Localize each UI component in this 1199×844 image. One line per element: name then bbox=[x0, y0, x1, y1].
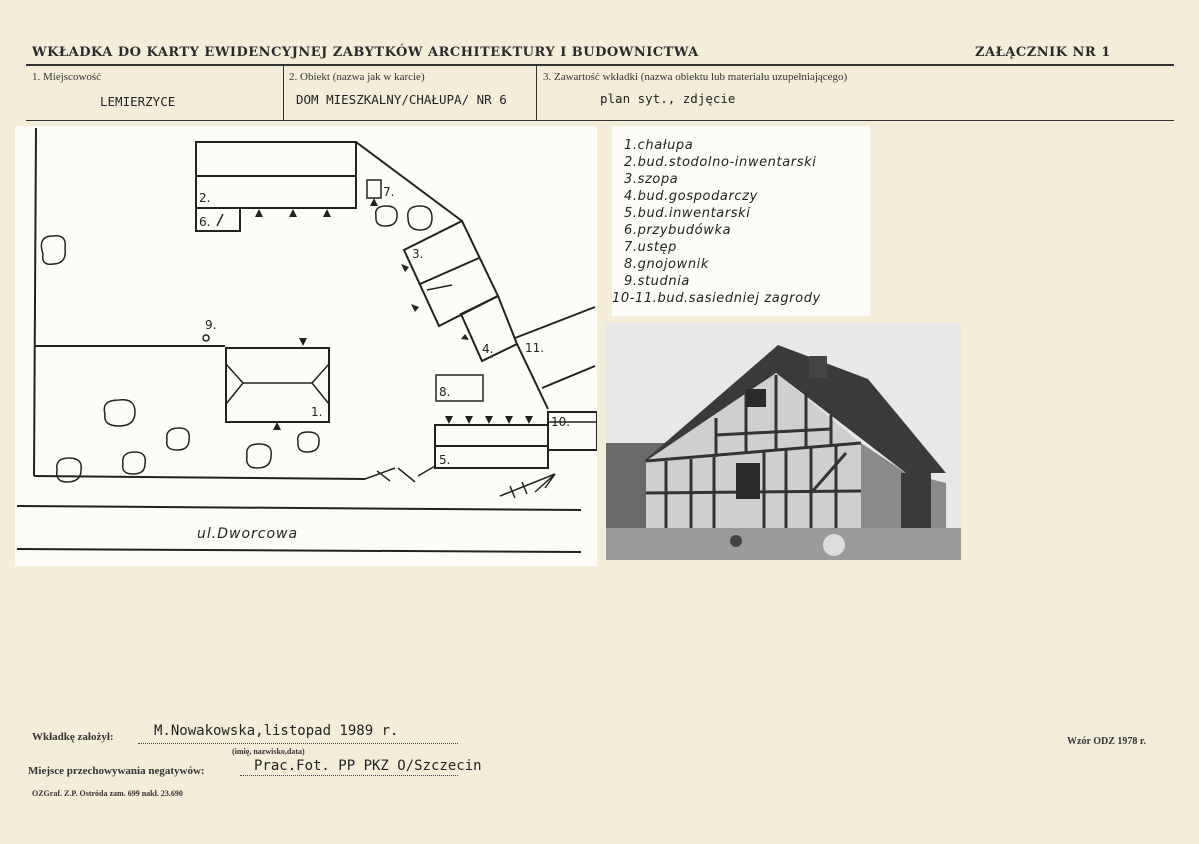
storage-line bbox=[240, 775, 458, 776]
legend-item: 2.bud.stodolno-inwentarski bbox=[624, 155, 817, 170]
house-photo-icon bbox=[606, 323, 961, 560]
plan-label-11: 11. bbox=[525, 341, 545, 355]
header-rule-top bbox=[26, 64, 1174, 66]
plan-label-3: 3. bbox=[412, 247, 424, 261]
legend-item: 3.szopa bbox=[624, 172, 679, 187]
storage-label: Miejsce przechowywania negatywów: bbox=[28, 765, 205, 777]
contents-value: plan syt., zdjęcie bbox=[600, 91, 736, 106]
plan-label-6: 6. bbox=[199, 215, 211, 229]
legend-item: 7.ustęp bbox=[624, 240, 677, 255]
plan-label-4: 4. bbox=[482, 342, 494, 356]
author-label: Wkładkę założył: bbox=[32, 731, 114, 743]
street-name: ul.Dworcowa bbox=[197, 526, 299, 542]
object-label: 2. Obiekt (nazwa jak w karcie) bbox=[289, 71, 425, 83]
author-value: M.Nowakowska,listopad 1989 r. bbox=[154, 723, 399, 739]
legend-item: 10-11.bud.sasiedniej zagrody bbox=[612, 291, 821, 306]
print-info: OZGraf. Z.P. Ostróda zam. 699 nakł. 23.690 bbox=[32, 789, 183, 798]
form-id: Wzór ODZ 1978 r. bbox=[1067, 736, 1146, 747]
legend-item: 5.bud.inwentarski bbox=[624, 206, 751, 221]
plan-label-8: 8. bbox=[439, 385, 451, 399]
plan-label-2: 2. bbox=[199, 191, 211, 205]
site-plan-drawing bbox=[15, 126, 597, 566]
legend-item: 9.studnia bbox=[624, 274, 690, 289]
plan-label-9: 9. bbox=[205, 318, 217, 332]
attachment-number: ZAŁĄCZNIK NR 1 bbox=[975, 45, 1111, 60]
plan-legend bbox=[612, 126, 870, 316]
contents-label: 3. Zawartość wkładki (nazwa obiektu lub materiału uzupełniającego) bbox=[543, 71, 848, 83]
site-plan bbox=[15, 126, 597, 566]
form-title: WKŁADKA DO KARTY EWIDENCYJNEJ ZABYTKÓW ARCHITEKTURY I BUDOWNICTWA bbox=[32, 45, 699, 60]
plan-label-1: 1. bbox=[311, 405, 323, 419]
plan-label-7: 7. bbox=[383, 185, 395, 199]
legend-item: 6.przybudówka bbox=[624, 223, 732, 238]
author-hint: (imię, nazwisko,data) bbox=[232, 747, 305, 756]
plan-label-5: 5. bbox=[439, 453, 451, 467]
object-value: DOM MIESZKALNY/CHAŁUPA/ NR 6 bbox=[296, 92, 507, 107]
author-line bbox=[138, 743, 458, 744]
legend-item: 1.chałupa bbox=[624, 138, 694, 153]
place-value: LEMIERZYCE bbox=[100, 94, 176, 109]
storage-value: Prac.Fot. PP PKZ O/Szczecin bbox=[254, 758, 482, 774]
plan-label-10: 10. bbox=[551, 415, 571, 429]
legend-item: 4.bud.gospodarczy bbox=[624, 189, 758, 204]
field-divider-1 bbox=[283, 66, 284, 120]
legend-item: 8.gnojownik bbox=[624, 257, 710, 272]
place-label: 1. Miejscowość bbox=[32, 71, 102, 83]
header-rule-bottom bbox=[26, 120, 1174, 121]
field-divider-2 bbox=[536, 66, 537, 120]
